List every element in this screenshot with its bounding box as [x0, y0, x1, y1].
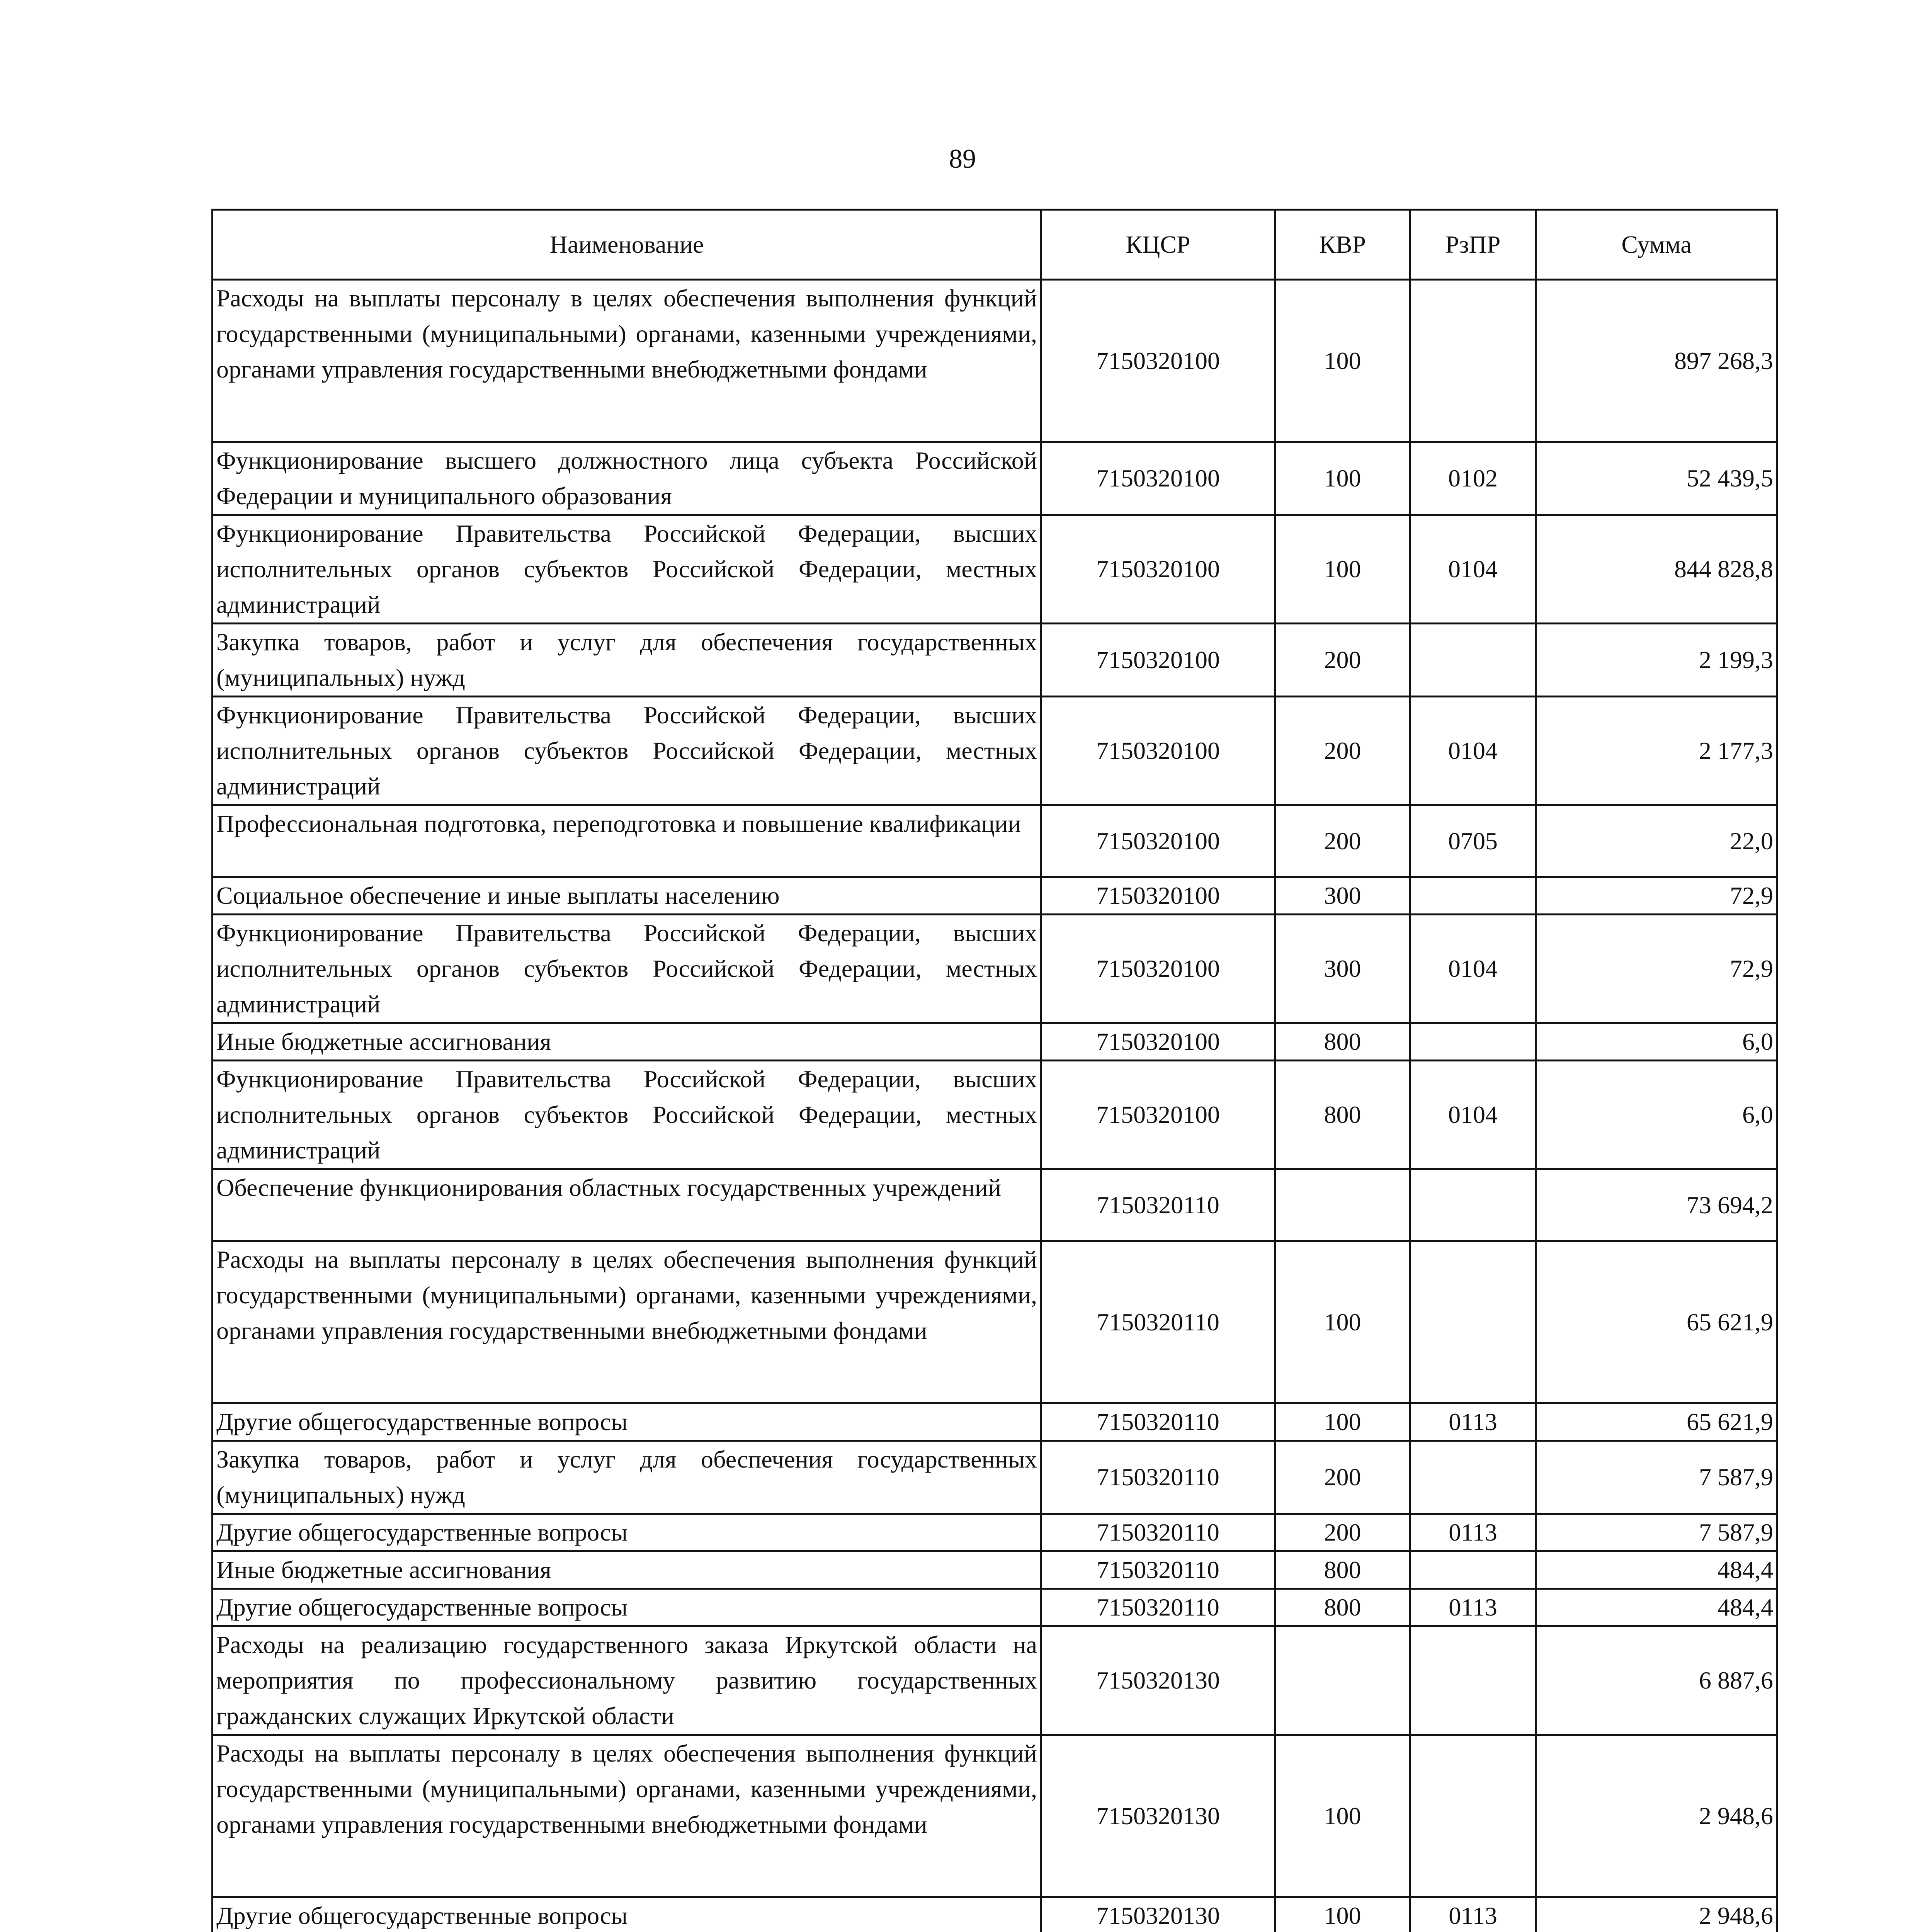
header-kvr: КВР: [1275, 210, 1410, 280]
table-row: [213, 1735, 1777, 1897]
cell-sum: 73 694,2: [1536, 1169, 1777, 1241]
cell-kcsr: 7150320110: [1041, 1514, 1275, 1551]
cell-kvr: 200: [1275, 624, 1410, 697]
cell-kcsr: 7150320110: [1041, 1551, 1275, 1589]
cell-kvr: 800: [1275, 1589, 1410, 1626]
cell-kcsr: 7150320100: [1041, 1061, 1275, 1169]
cell-name: Профессиональная подготовка, переподготовка и повышение квалификации: [213, 805, 1041, 877]
cell-rzpr: [1410, 1551, 1536, 1589]
budget-table: [211, 209, 1778, 1932]
cell-name: Другие общегосударственные вопросы: [213, 1589, 1041, 1626]
cell-sum: 65 621,9: [1536, 1403, 1777, 1441]
table-row: [213, 697, 1777, 805]
cell-kvr: 100: [1275, 1897, 1410, 1932]
cell-name: Социальное обеспечение и иные выплаты населению: [213, 877, 1041, 915]
cell-sum: 2 948,6: [1536, 1735, 1777, 1897]
table-row: [213, 1441, 1777, 1514]
cell-kvr: 100: [1275, 1403, 1410, 1441]
cell-rzpr: 0113: [1410, 1514, 1536, 1551]
cell-rzpr: 0113: [1410, 1897, 1536, 1932]
cell-name: Другие общегосударственные вопросы: [213, 1897, 1041, 1932]
cell-rzpr: [1410, 877, 1536, 915]
table-row: [213, 624, 1777, 697]
cell-sum: 484,4: [1536, 1551, 1777, 1589]
cell-kcsr: 7150320110: [1041, 1441, 1275, 1514]
table-row: [213, 1551, 1777, 1589]
cell-kcsr: 7150320100: [1041, 697, 1275, 805]
cell-kvr: 300: [1275, 877, 1410, 915]
cell-kvr: 100: [1275, 515, 1410, 624]
cell-kvr: 300: [1275, 915, 1410, 1023]
table-row: [213, 1514, 1777, 1551]
cell-rzpr: 0705: [1410, 805, 1536, 877]
cell-name: Функционирование Правительства Российской Федерации, высших исполнительных органов субъектов Российской Федерации, местных администраций: [213, 697, 1041, 805]
cell-rzpr: 0104: [1410, 697, 1536, 805]
table-row: [213, 1897, 1777, 1932]
header-sum: Сумма: [1536, 210, 1777, 280]
cell-name: Функционирование Правительства Российской Федерации, высших исполнительных органов субъектов Российской Федерации, местных администраций: [213, 915, 1041, 1023]
header-name: Наименование: [213, 210, 1041, 280]
table-row: [213, 1241, 1777, 1403]
cell-kcsr: 7150320110: [1041, 1589, 1275, 1626]
cell-kvr: [1275, 1169, 1410, 1241]
cell-kcsr: 7150320100: [1041, 515, 1275, 624]
cell-name: Функционирование Правительства Российской Федерации, высших исполнительных органов субъектов Российской Федерации, местных администраций: [213, 515, 1041, 624]
cell-sum: 2 177,3: [1536, 697, 1777, 805]
cell-sum: 65 621,9: [1536, 1241, 1777, 1403]
table-row: [213, 877, 1777, 915]
cell-rzpr: 0113: [1410, 1403, 1536, 1441]
cell-sum: 844 828,8: [1536, 515, 1777, 624]
cell-name: Расходы на реализацию государственного заказа Иркутской области на мероприятия по профессиональному развитию государственных гражданских служащих Иркутской области: [213, 1626, 1041, 1735]
cell-kcsr: 7150320100: [1041, 442, 1275, 515]
cell-name: Функционирование высшего должностного лица субъекта Российской Федерации и муниципального образования: [213, 442, 1041, 515]
table-row: [213, 805, 1777, 877]
cell-sum: 52 439,5: [1536, 442, 1777, 515]
cell-kcsr: 7150320110: [1041, 1403, 1275, 1441]
table-row: [213, 280, 1777, 442]
cell-rzpr: [1410, 1169, 1536, 1241]
cell-sum: 22,0: [1536, 805, 1777, 877]
cell-kcsr: 7150320100: [1041, 1023, 1275, 1061]
table-body: [213, 280, 1777, 1932]
table-row: [213, 1169, 1777, 1241]
table-row: [213, 442, 1777, 515]
cell-kvr: 800: [1275, 1061, 1410, 1169]
cell-rzpr: [1410, 1441, 1536, 1514]
cell-sum: 6,0: [1536, 1061, 1777, 1169]
cell-kvr: 100: [1275, 1241, 1410, 1403]
cell-sum: 7 587,9: [1536, 1514, 1777, 1551]
cell-rzpr: [1410, 1626, 1536, 1735]
cell-name: Другие общегосударственные вопросы: [213, 1514, 1041, 1551]
cell-rzpr: 0104: [1410, 1061, 1536, 1169]
cell-kvr: 200: [1275, 1514, 1410, 1551]
cell-sum: 2 199,3: [1536, 624, 1777, 697]
table-row: [213, 515, 1777, 624]
cell-rzpr: [1410, 280, 1536, 442]
cell-kvr: [1275, 1626, 1410, 1735]
cell-kcsr: 7150320100: [1041, 805, 1275, 877]
table-row: [213, 1403, 1777, 1441]
header-kcsr: КЦСР: [1041, 210, 1275, 280]
cell-sum: 897 268,3: [1536, 280, 1777, 442]
cell-name: Расходы на выплаты персоналу в целях обеспечения выполнения функций государственными (муниципальными) органами, казенными учреждениями, органами управления государственными внебюджетными фондами: [213, 280, 1041, 442]
cell-rzpr: 0102: [1410, 442, 1536, 515]
cell-name: Закупка товаров, работ и услуг для обеспечения государственных (муниципальных) нужд: [213, 624, 1041, 697]
cell-kcsr: 7150320110: [1041, 1241, 1275, 1403]
cell-rzpr: 0104: [1410, 515, 1536, 624]
cell-kvr: 800: [1275, 1023, 1410, 1061]
table-row: [213, 1626, 1777, 1735]
cell-name: Иные бюджетные ассигнования: [213, 1551, 1041, 1589]
page-number: 89: [949, 144, 976, 174]
cell-kcsr: 7150320130: [1041, 1897, 1275, 1932]
cell-kvr: 100: [1275, 442, 1410, 515]
cell-rzpr: [1410, 1241, 1536, 1403]
table-row: [213, 1061, 1777, 1169]
cell-sum: 2 948,6: [1536, 1897, 1777, 1932]
cell-kcsr: 7150320100: [1041, 877, 1275, 915]
cell-rzpr: 0113: [1410, 1589, 1536, 1626]
cell-kvr: 200: [1275, 697, 1410, 805]
cell-sum: 6,0: [1536, 1023, 1777, 1061]
cell-kcsr: 7150320100: [1041, 280, 1275, 442]
cell-sum: 484,4: [1536, 1589, 1777, 1626]
cell-name: Расходы на выплаты персоналу в целях обеспечения выполнения функций государственными (муниципальными) органами, казенными учреждениями, органами управления государственными внебюджетными фондами: [213, 1735, 1041, 1897]
cell-sum: 72,9: [1536, 915, 1777, 1023]
table-row: [213, 1023, 1777, 1061]
cell-rzpr: [1410, 1735, 1536, 1897]
cell-name: Обеспечение функционирования областных государственных учреждений: [213, 1169, 1041, 1241]
cell-name: Функционирование Правительства Российской Федерации, высших исполнительных органов субъектов Российской Федерации, местных администраций: [213, 1061, 1041, 1169]
cell-rzpr: [1410, 624, 1536, 697]
cell-kvr: 200: [1275, 1441, 1410, 1514]
cell-kcsr: 7150320130: [1041, 1735, 1275, 1897]
cell-kcsr: 7150320100: [1041, 915, 1275, 1023]
cell-sum: 6 887,6: [1536, 1626, 1777, 1735]
cell-kcsr: 7150320100: [1041, 624, 1275, 697]
cell-kvr: 100: [1275, 280, 1410, 442]
cell-kvr: 800: [1275, 1551, 1410, 1589]
cell-kcsr: 7150320110: [1041, 1169, 1275, 1241]
cell-name: Расходы на выплаты персоналу в целях обеспечения выполнения функций государственными (муниципальными) органами, казенными учреждениями, органами управления государственными внебюджетными фондами: [213, 1241, 1041, 1403]
cell-sum: 7 587,9: [1536, 1441, 1777, 1514]
table-row: [213, 915, 1777, 1023]
cell-rzpr: [1410, 1023, 1536, 1061]
cell-name: Другие общегосударственные вопросы: [213, 1403, 1041, 1441]
header-rzpr: РзПР: [1410, 210, 1536, 280]
cell-name: Закупка товаров, работ и услуг для обеспечения государственных (муниципальных) нужд: [213, 1441, 1041, 1514]
table-header-row: [213, 210, 1777, 280]
cell-kvr: 200: [1275, 805, 1410, 877]
cell-rzpr: 0104: [1410, 915, 1536, 1023]
table-row: [213, 1589, 1777, 1626]
cell-name: Иные бюджетные ассигнования: [213, 1023, 1041, 1061]
cell-sum: 72,9: [1536, 877, 1777, 915]
cell-kvr: 100: [1275, 1735, 1410, 1897]
cell-kcsr: 7150320130: [1041, 1626, 1275, 1735]
